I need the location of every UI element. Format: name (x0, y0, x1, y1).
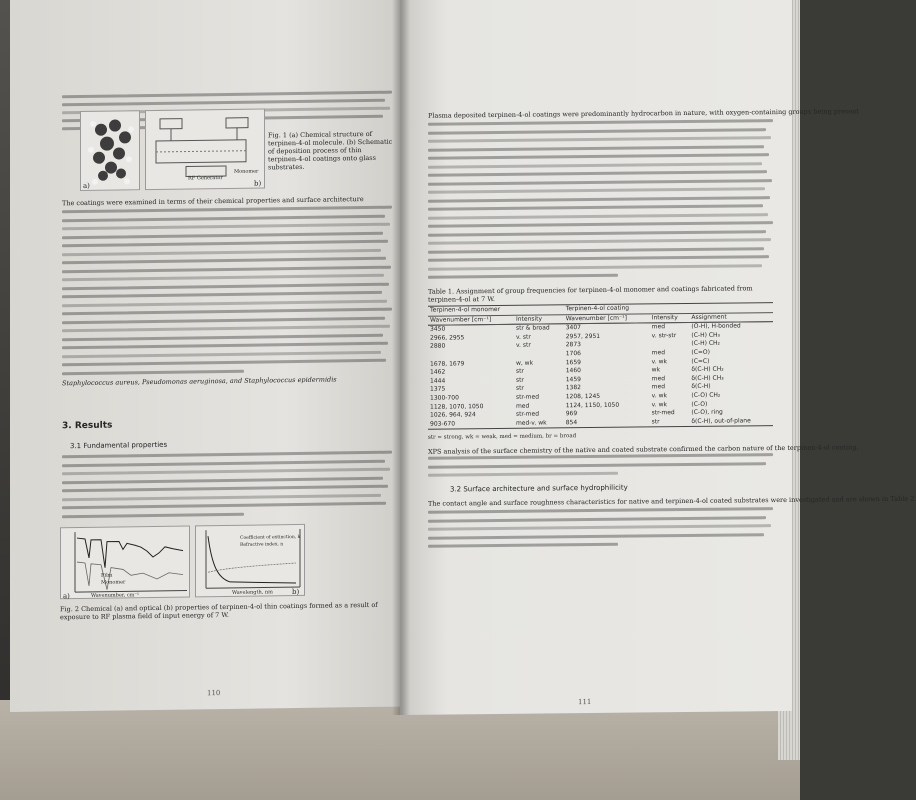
table-cell: 2957, 2951 (565, 332, 601, 341)
figure1-panel-b: b) (254, 179, 262, 188)
text-line (62, 512, 244, 518)
table-cell: 854 (565, 418, 578, 426)
optical-xlabel: Wavelength, nm (232, 589, 273, 596)
table-cell: δ(C-H) CH₂ (691, 365, 724, 374)
text-line (428, 170, 767, 177)
table-cell: (C-H) CH₃ (691, 331, 720, 339)
text-line (62, 359, 386, 367)
text-line (428, 145, 764, 152)
xps-line: XPS analysis of the surface chemistry of the native and coated substrate confirmed the carbon nature of the terpinen-4-ol coating. (428, 443, 859, 456)
text-line (62, 223, 390, 231)
text-line (428, 196, 770, 203)
table-cell: 2880 (430, 342, 446, 351)
text-line (62, 502, 386, 510)
table-cell: 1706 (565, 350, 581, 358)
rf-generator-label: RF Generator (188, 175, 223, 182)
text-line (428, 264, 762, 270)
text-line (428, 213, 768, 220)
contact-angle-line: The contact angle and surface roughness characteristics for native and terpinen-4-ol coated substrates were investigated and are shown in Table 2. (428, 494, 916, 508)
figure1-molecule (80, 110, 140, 191)
text-line (62, 231, 383, 238)
table-cell: str (515, 376, 524, 384)
text-line (428, 153, 769, 160)
table-cell: str (651, 417, 660, 426)
text-line (428, 247, 764, 254)
text-line (62, 316, 385, 324)
text-line (62, 214, 385, 222)
table-cell: 3450 (430, 325, 446, 333)
table-cell: v. wk (651, 392, 667, 400)
table-col-header: Wavenumber [cm⁻¹] (564, 313, 650, 323)
table-col-header: Wavenumber [cm⁻¹] (428, 315, 514, 325)
text-line (428, 238, 771, 245)
intro-line: Plasma deposited terpinen-4-ol coatings were predominantly hydrocarbon in nature, with oxygen-containing groups being present (428, 107, 859, 120)
text-line (428, 255, 769, 262)
coatings-paragraph-start: The coatings were examined in terms of their chemical properties and surface architecture (62, 195, 364, 208)
table-cell: med-v. wk (515, 419, 547, 427)
table-cell: (C=C) (691, 357, 710, 365)
text-line (428, 179, 772, 186)
results-heading: 3. Results (62, 420, 113, 432)
table-cell: (C-O) CH₂ (691, 391, 721, 399)
text-line (62, 459, 385, 467)
table-cell: 1459 (565, 375, 581, 384)
right-page-number: 111 (578, 697, 592, 707)
figure2-panel-b: b) (292, 587, 300, 597)
text-line (62, 493, 381, 500)
text-line (62, 274, 384, 281)
table-cell: 1444 (430, 377, 446, 385)
text-line (428, 136, 771, 143)
text-line (62, 240, 388, 248)
text-line (428, 221, 773, 228)
text-line (62, 308, 392, 316)
figure1-caption: Fig. 1 (a) Chemical structure of terpinen-4-ol molecule. (b) Schematic of deposition process of thin terpinen-4-ol coatings onto glass substrates. (268, 129, 393, 172)
table-cell: 1026, 964, 924 (430, 411, 476, 419)
table-cell: (C=O) (691, 348, 710, 356)
text-line (62, 91, 392, 99)
table-group-coating: Terpinen-4-ol coating (564, 303, 773, 314)
legend-monomer: Monomer (101, 579, 126, 586)
table-cell: med (651, 374, 666, 383)
table-cell: 1382 (565, 384, 581, 392)
table-cell: (O-H), H-bonded (691, 322, 741, 331)
text-line (428, 524, 771, 531)
species-line: Staphylococcus aureus, Pseudomonas aeruginosa, and Staphylococcus epidermidis (62, 375, 337, 388)
table-cell: str & broad (515, 324, 550, 332)
text-line (428, 162, 762, 168)
text-line (62, 99, 385, 107)
text-line (62, 350, 381, 357)
monomer-label: Monomer (234, 168, 259, 175)
text-line (428, 543, 618, 548)
table-cell: med (651, 323, 666, 331)
table-cell: med (515, 402, 530, 410)
table-cell: v. wk (651, 400, 667, 408)
table-cell: 903-670 (430, 420, 456, 428)
table1-footnote: str = strong, wk = weak, med = medium, br = broad (428, 433, 577, 441)
table-cell: 969 (565, 410, 578, 418)
table-cell: v. wk (651, 357, 667, 365)
molecule-structure-icon (81, 111, 141, 192)
text-line (428, 462, 766, 469)
table-cell: med (651, 383, 666, 391)
text-line (62, 485, 388, 493)
table-cell: med (651, 349, 666, 357)
text-line (62, 342, 388, 350)
table-cell: v. str (515, 333, 531, 341)
text-line (62, 333, 383, 340)
table-cell: 1128, 1070, 1050 (430, 402, 484, 411)
table-col-header: Intensity (650, 313, 690, 323)
table-cell: v. str (515, 342, 531, 350)
table-cell: 1124, 1150, 1050 (565, 401, 620, 409)
figure2-panel-a: a) (63, 592, 70, 601)
table-cell: str-med (651, 409, 675, 417)
text-line (62, 468, 390, 476)
table-cell: w, wk (515, 359, 534, 367)
table-cell: 1460 (565, 367, 581, 375)
table-cell: 1208, 1245 (565, 392, 601, 401)
right-page (400, 0, 916, 715)
table-cell: wk (651, 366, 661, 374)
table-cell: 1375 (430, 385, 446, 394)
table-cell: (C-O), ring (691, 408, 723, 417)
text-line (62, 248, 381, 255)
table-col-header: Assignment (689, 312, 773, 322)
table-cell: 1678, 1679 (430, 359, 465, 368)
table-col-header: Intensity (514, 314, 564, 324)
left-page-number: 110 (207, 689, 221, 698)
ftir-xlabel: Wavenumber, cm⁻¹ (91, 592, 140, 599)
figure2-caption: Fig. 2 Chemical (a) and optical (b) properties of terpinen-4-ol thin coatings formed as a result of exposure to RF plasma field of input energy of 7 W. (60, 600, 378, 622)
table-cell: 2966, 2955 (430, 334, 465, 342)
text-line (62, 299, 387, 307)
table-surface (0, 697, 800, 800)
table-cell: str-med (515, 410, 540, 418)
text-line (428, 230, 766, 237)
table-group-monomer: Terpinen-4-ol monomer (428, 305, 564, 316)
table-cell: 1462 (430, 368, 446, 376)
figure2-ftir-chart (60, 525, 190, 599)
text-line (62, 369, 244, 375)
table-cell: δ(C-H) CH₃ (691, 374, 724, 382)
text-line (428, 533, 764, 540)
figure1-schematic (145, 108, 265, 190)
table-cell: (C-H) CH₂ (691, 340, 720, 348)
text-line (62, 265, 391, 273)
text-line (428, 516, 766, 523)
table-cell: 1300-700 (430, 394, 459, 402)
text-line (62, 476, 383, 483)
table-cell: str-med (515, 393, 540, 401)
text-line (428, 204, 763, 211)
table-cell: 3407 (565, 324, 581, 332)
table1 (428, 302, 773, 430)
table-cell: δ(C-H) (691, 383, 711, 391)
text-line (428, 274, 618, 279)
book-gutter (392, 0, 410, 715)
table-cell: 2873 (565, 341, 581, 349)
legend-extinction: Coefficient of extinction, k (240, 534, 301, 541)
table-cell: v. str-str (651, 331, 677, 340)
text-line (428, 187, 765, 194)
surface-architecture-heading: 3.2 Surface architecture and surface hydrophilicity (450, 483, 628, 494)
text-line (62, 257, 386, 265)
table1-title: Table 1. Assignment of group frequencies for terpinen-4-ol monomer and coatings fabricated from terpinen-4-ol at 7 W. (428, 284, 753, 304)
figure1-panel-a: a) (83, 181, 90, 190)
left-page (10, 0, 405, 712)
table-cell: (C-O) (691, 400, 708, 408)
text-line (62, 325, 390, 333)
fundamental-properties-heading: 3.1 Fundamental properties (70, 440, 168, 451)
text-line (428, 472, 618, 477)
text-line (62, 291, 382, 298)
table-cell: str (515, 367, 524, 375)
figure2-optical-chart (195, 524, 305, 598)
text-line (62, 282, 389, 290)
legend-film: Film (101, 572, 113, 579)
legend-refractive: Refractive index, n (240, 542, 284, 548)
text-line (428, 128, 766, 135)
text-line (62, 451, 392, 459)
table-cell: str (515, 385, 524, 393)
table-cell: 1659 (565, 358, 581, 366)
table-cell: δ(C-H), out-of-plane (691, 417, 751, 425)
